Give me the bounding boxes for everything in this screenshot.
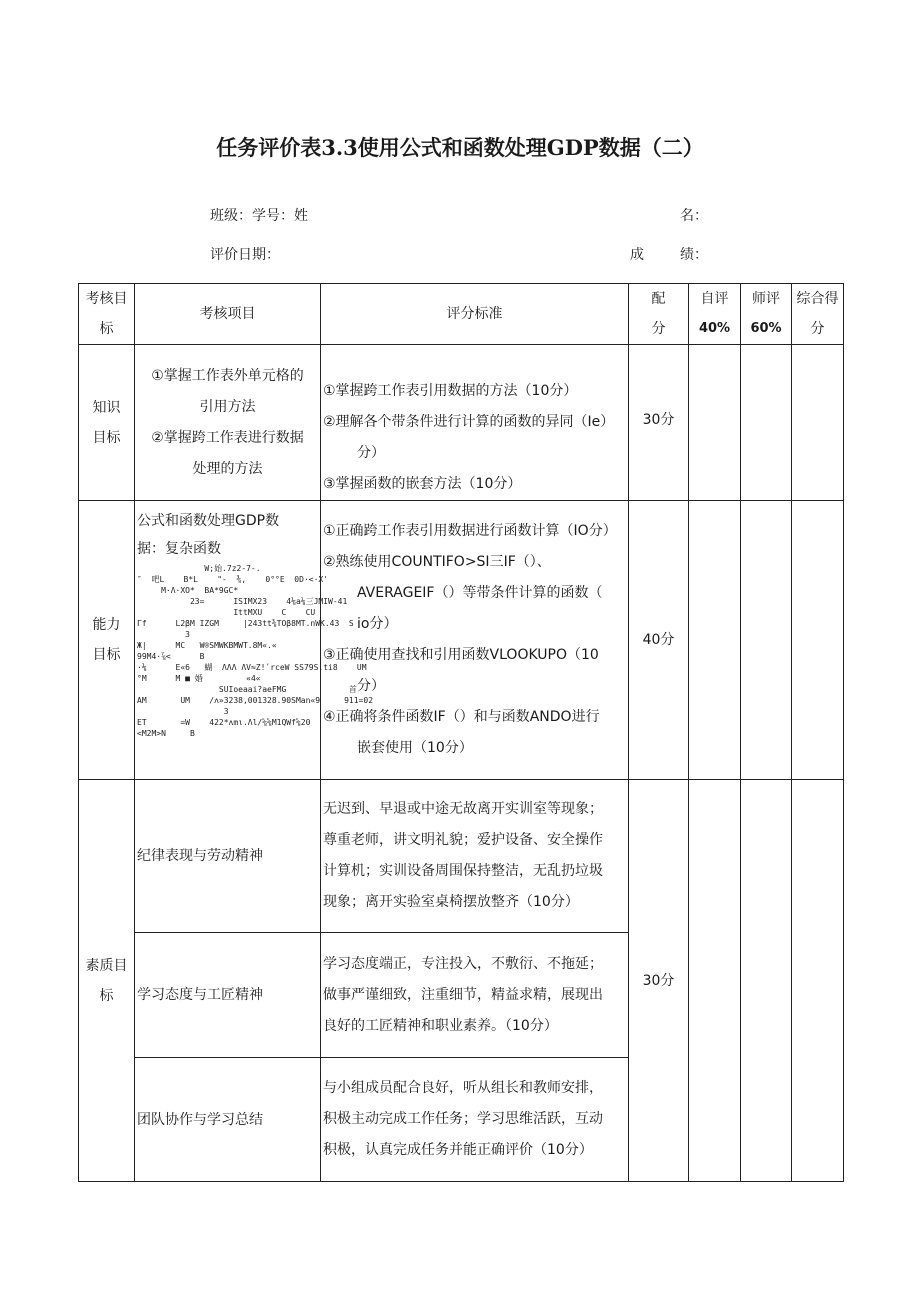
garbled-line: Ж| MC W®SMWKBMWT.8M«.«	[137, 641, 277, 650]
ability-criterion-2c: io分）	[357, 616, 398, 632]
ability-criterion-4b: 嵌套使用（10分）	[357, 740, 473, 756]
ability-criterion-1: ①正确跨工作表引用数据进行函数计算（IO分）	[323, 523, 617, 539]
quality-teacher-score[interactable]	[741, 780, 792, 1182]
header-self	[689, 284, 741, 345]
quality-criteria-attitude	[321, 933, 629, 1058]
ability-items	[135, 501, 374, 780]
header-total	[792, 284, 844, 345]
header-criteria: 评分标准	[321, 284, 629, 345]
garbled-line: W;始.7z2-7-.	[137, 564, 261, 573]
quality-goal-line1: 素质目	[85, 957, 128, 974]
quality-item-attitude: 学习态度与工匠精神	[135, 933, 321, 1058]
quality-criterion-2c: 良好的工匠精神和职业素养。（10分）	[323, 1017, 558, 1034]
header-goal-line1: 考核目	[85, 291, 128, 307]
header-self-weight: 40%	[698, 321, 731, 336]
ability-row	[79, 501, 844, 780]
quality-item-discipline: 纪律表现与劳动精神	[135, 780, 321, 933]
knowledge-goal	[79, 345, 135, 501]
ability-item-line2: 据：复杂函数	[137, 541, 221, 557]
header-row	[79, 284, 844, 345]
knowledge-goal-line1: 知识	[92, 399, 121, 416]
ability-criterion-2b: AVERAGEIF（）等带条件计算的函数（	[357, 585, 603, 601]
quality-row-1	[79, 780, 844, 933]
quality-criterion-1a: 无迟到、早退或中途无故离开实训室等现象；	[323, 801, 603, 817]
ability-criterion-4: ④正确将条件函数IF（）和与函数ANDO进行	[323, 709, 600, 725]
garbled-line: 3	[137, 707, 229, 716]
quality-criterion-2a: 学习态度端正，专注投入，不敷衍、不拖延；	[323, 955, 603, 972]
knowledge-item-1b: 引用方法	[199, 398, 256, 415]
score-label-b: 绩：	[680, 247, 708, 263]
knowledge-goal-line2: 目标	[92, 429, 121, 446]
quality-criterion-1b: 尊重老师，讲文明礼貌；爱护设备、安全操作	[323, 832, 603, 848]
knowledge-item-2b: 处理的方法	[192, 460, 263, 477]
quality-goal	[79, 780, 135, 1182]
ability-goal	[79, 501, 135, 780]
garbled-line: ET =W 422*ʌmι.Λl/⅝⅝M1QWf⅝20	[137, 718, 311, 727]
header-teacher	[741, 284, 792, 345]
knowledge-self-score[interactable]	[689, 345, 741, 501]
quality-criterion-3b: 积极主动完成工作任务；学习思维活跃，互动	[323, 1111, 603, 1127]
header-goal	[79, 284, 135, 345]
quality-criterion-3a: 与小组成员配合良好，听从组长和教师安排，	[323, 1080, 603, 1096]
garbled-text-block	[137, 563, 374, 739]
ability-points: 40分	[629, 501, 689, 780]
knowledge-total-score[interactable]	[792, 345, 844, 501]
garbled-line: 3	[137, 630, 190, 639]
knowledge-item-2: ②掌握跨工作表进行数据	[151, 429, 304, 446]
header-points	[629, 284, 689, 345]
date-label: 评价日期：	[210, 247, 280, 263]
header-points-line1: 配	[651, 291, 666, 307]
ability-criterion-3b: 分）	[357, 678, 385, 694]
garbled-line: °M M ■ 婚 «4«	[137, 674, 261, 683]
header-item: 考核项目	[135, 284, 321, 345]
knowledge-criterion-1: ①掌握跨工作表引用数据的方法（10分）	[323, 382, 578, 399]
page-title: 任务评价表3.3使用公式和函数处理GDP数据（二）	[216, 135, 704, 160]
evaluation-table	[78, 283, 844, 1182]
knowledge-item-1: ①掌握工作表外单元格的	[151, 367, 304, 384]
garbled-line: ·⅛ E«6 蝴 ΛΛΛ ΛV≈Z!ʹrceW SS79S.ti8 UM	[137, 663, 367, 672]
knowledge-criterion-2: ②理解各个带条件进行计算的函数的异同（Ie）	[323, 413, 615, 430]
header-points-line2: 分	[651, 321, 666, 337]
header-self-line1: 自评	[700, 291, 729, 307]
quality-total-score[interactable]	[792, 780, 844, 1182]
quality-criteria-discipline	[321, 780, 629, 933]
header-goal-line2: 标	[99, 321, 114, 337]
quality-goal-line2: 标	[99, 987, 114, 1004]
score-label-a: 成	[630, 247, 644, 263]
quality-criterion-2b: 做事严谨细致，注重细节，精益求精，展现出	[323, 986, 603, 1003]
quality-self-score[interactable]	[689, 780, 741, 1182]
header-total-line2: 分	[810, 321, 825, 337]
quality-criterion-1c: 计算机；实训设备周围保持整洁，无乱扔垃圾	[323, 863, 603, 879]
quality-criterion-3c: 积极，认真完成任务并能正确评价（10分）	[323, 1142, 593, 1158]
garbled-line: M·Λ·XO* BA*9GC*	[137, 586, 239, 595]
garbled-line: IttMXU C CU	[137, 608, 316, 617]
ability-item-line1: 公式和函数处理GDP数	[137, 513, 280, 529]
quality-criterion-1d: 现象；离开实验室桌椅摆放整齐（10分）	[323, 894, 579, 910]
garbled-line: AM UM /ʌ»3238,001328.90SMan«9 911=02	[137, 696, 374, 705]
ability-total-score[interactable]	[792, 501, 844, 780]
header-teacher-weight: 60%	[750, 321, 782, 336]
quality-points: 30分	[629, 780, 689, 1182]
ability-criteria	[321, 501, 629, 780]
name-label: 名：	[680, 208, 708, 224]
knowledge-teacher-score[interactable]	[741, 345, 792, 501]
ability-self-score[interactable]	[689, 501, 741, 780]
garbled-line: 99M4·⅞< B	[137, 652, 205, 661]
quality-item-teamwork: 团队协作与学习总结	[135, 1058, 321, 1182]
ability-teacher-score[interactable]	[741, 501, 792, 780]
knowledge-items	[135, 345, 321, 501]
knowledge-row	[79, 345, 844, 501]
garbled-line: 23= ISIMX23 4⅛a⅛三JMIW-41	[137, 597, 348, 606]
garbled-line: SUIoeaai?aeFMG 首	[137, 685, 357, 694]
knowledge-points: 30分	[629, 345, 689, 501]
class-id-label: 班级：学号：姓	[210, 208, 308, 224]
knowledge-criterion-2b: 分）	[357, 444, 385, 461]
ability-criterion-3: ③正确使用查找和引用函数VLOOKUPO（10	[323, 647, 599, 663]
garbled-line: Γf L2βM IZGM |243tt⅜TOβ8MT.nWK.43 S	[137, 619, 354, 628]
header-total-line1: 综合得	[796, 291, 839, 307]
header-teacher-line1: 师评	[752, 291, 780, 307]
knowledge-criteria	[321, 345, 629, 501]
ability-goal-line1: 能力	[92, 617, 121, 633]
ability-criterion-2: ②熟练使用COUNTIFO>SI三IF（）、	[323, 554, 551, 570]
ability-goal-line2: 目标	[92, 647, 121, 663]
knowledge-criterion-3: ③掌握函数的嵌套方法（10分）	[323, 475, 522, 492]
quality-criteria-teamwork	[321, 1058, 629, 1182]
garbled-line: ″ 吧L B*L "- ⅜, 0°°E 0D·<·X'	[137, 575, 329, 584]
garbled-line: <M2M>N B	[137, 729, 195, 738]
